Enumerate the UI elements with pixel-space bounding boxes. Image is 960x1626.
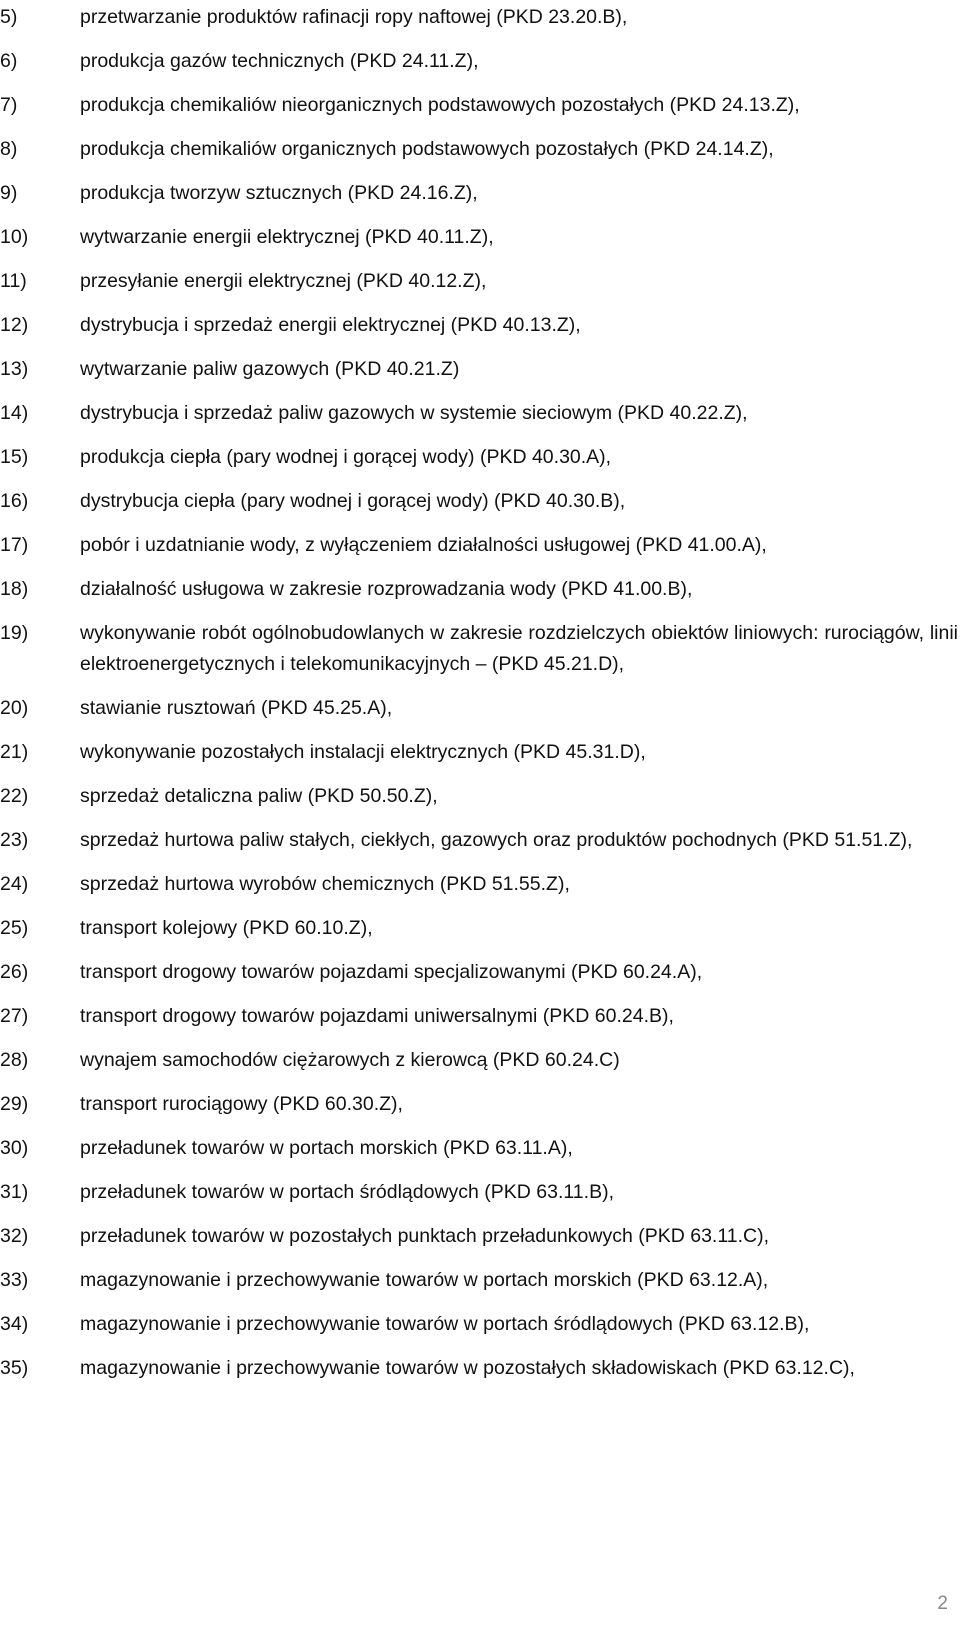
item-number: 28) bbox=[0, 1049, 29, 1071]
item-text: dystrybucja i sprzedaż energii elektrycznej (PKD 40.13.Z), bbox=[80, 314, 581, 336]
list-item bbox=[0, 90, 958, 121]
item-number: 7) bbox=[0, 94, 18, 116]
item-number: 8) bbox=[0, 138, 18, 160]
item-number: 14) bbox=[0, 402, 29, 424]
item-number: 15) bbox=[0, 446, 29, 468]
item-text: produkcja chemikaliów nieorganicznych podstawowych pozostałych (PKD 24.13.Z), bbox=[80, 94, 800, 116]
item-text: przetwarzanie produktów rafinacji ropy naftowej (PKD 23.20.B), bbox=[80, 6, 628, 28]
list-item bbox=[0, 178, 958, 209]
list-item bbox=[0, 442, 958, 473]
list-item bbox=[0, 574, 958, 605]
item-text: magazynowanie i przechowywanie towarów w pozostałych składowiskach (PKD 63.12.C), bbox=[80, 1357, 855, 1379]
list-item bbox=[0, 913, 958, 944]
list-item bbox=[0, 2, 958, 33]
item-text: przeładunek towarów w portach śródlądowych (PKD 63.11.B), bbox=[80, 1181, 614, 1203]
item-text: produkcja tworzyw sztucznych (PKD 24.16.Z), bbox=[80, 182, 478, 204]
item-text: magazynowanie i przechowywanie towarów w portach morskich (PKD 63.12.A), bbox=[80, 1269, 769, 1291]
page-number: 2 bbox=[937, 1593, 948, 1614]
item-number: 13) bbox=[0, 358, 29, 380]
item-number: 21) bbox=[0, 741, 29, 763]
item-text: produkcja gazów technicznych (PKD 24.11.Z), bbox=[80, 50, 479, 72]
list-item bbox=[0, 530, 958, 561]
item-number: 31) bbox=[0, 1181, 29, 1203]
item-text: sprzedaż hurtowa paliw stałych, ciekłych, gazowych oraz produktów pochodnych (PKD 51.51.Z), bbox=[80, 829, 913, 851]
list-item bbox=[0, 957, 958, 988]
item-number: 29) bbox=[0, 1093, 29, 1115]
list-item bbox=[0, 266, 958, 297]
item-number: 23) bbox=[0, 829, 29, 851]
item-number: 5) bbox=[0, 6, 18, 28]
item-text: wykonywanie robót ogólnobudowlanych w zakresie rozdzielczych obiektów liniowych: rurociągów, linii elektroenergetycznych i telekomunikacyjnych – (PKD 45.21.D), bbox=[80, 622, 958, 675]
list-item bbox=[0, 869, 958, 900]
item-number: 12) bbox=[0, 314, 29, 336]
item-number: 9) bbox=[0, 182, 18, 204]
item-text: magazynowanie i przechowywanie towarów w portach śródlądowych (PKD 63.12.B), bbox=[80, 1313, 810, 1335]
item-text: sprzedaż detaliczna paliw (PKD 50.50.Z), bbox=[80, 785, 438, 807]
list-item bbox=[0, 1177, 958, 1208]
item-number: 34) bbox=[0, 1313, 29, 1335]
item-number: 16) bbox=[0, 490, 29, 512]
list-item bbox=[0, 486, 958, 517]
item-number: 10) bbox=[0, 226, 29, 248]
list-item bbox=[0, 693, 958, 724]
item-number: 6) bbox=[0, 50, 18, 72]
list-item bbox=[0, 1001, 958, 1032]
item-text: transport drogowy towarów pojazdami uniwersalnymi (PKD 60.24.B), bbox=[80, 1005, 674, 1027]
item-text: transport drogowy towarów pojazdami specjalizowanymi (PKD 60.24.A), bbox=[80, 961, 703, 983]
item-number: 11) bbox=[0, 270, 27, 292]
item-number: 20) bbox=[0, 697, 29, 719]
list-item bbox=[0, 825, 958, 856]
list-item bbox=[0, 1089, 958, 1120]
list-item bbox=[0, 222, 958, 253]
item-number: 17) bbox=[0, 534, 29, 556]
item-text: wynajem samochodów ciężarowych z kierowcą (PKD 60.24.C) bbox=[80, 1049, 620, 1071]
list-item bbox=[0, 1133, 958, 1164]
list-item bbox=[0, 1309, 958, 1340]
item-number: 27) bbox=[0, 1005, 29, 1027]
list-item bbox=[0, 781, 958, 812]
item-text: dystrybucja i sprzedaż paliw gazowych w systemie sieciowym (PKD 40.22.Z), bbox=[80, 402, 748, 424]
list-item bbox=[0, 134, 958, 165]
item-text: stawianie rusztowań (PKD 45.25.A), bbox=[80, 697, 393, 719]
item-text: wykonywanie pozostałych instalacji elektrycznych (PKD 45.31.D), bbox=[80, 741, 646, 763]
item-number: 33) bbox=[0, 1269, 29, 1291]
list-item bbox=[0, 618, 958, 680]
item-number: 30) bbox=[0, 1137, 29, 1159]
list-item bbox=[0, 737, 958, 768]
item-text: dystrybucja ciepła (pary wodnej i gorącej wody) (PKD 40.30.B), bbox=[80, 490, 626, 512]
item-text: przesyłanie energii elektrycznej (PKD 40.12.Z), bbox=[80, 270, 487, 292]
list-item bbox=[0, 1353, 958, 1384]
list-item bbox=[0, 1265, 958, 1296]
list-item bbox=[0, 354, 958, 385]
list-item bbox=[0, 1221, 958, 1252]
item-text: produkcja chemikaliów organicznych podstawowych pozostałych (PKD 24.14.Z), bbox=[80, 138, 774, 160]
item-number: 22) bbox=[0, 785, 29, 807]
item-number: 25) bbox=[0, 917, 29, 939]
list-item bbox=[0, 398, 958, 429]
item-text: produkcja ciepła (pary wodnej i gorącej wody) (PKD 40.30.A), bbox=[80, 446, 612, 468]
item-text: działalność usługowa w zakresie rozprowadzania wody (PKD 41.00.B), bbox=[80, 578, 693, 600]
item-number: 19) bbox=[0, 622, 29, 644]
list-item bbox=[0, 46, 958, 77]
item-number: 26) bbox=[0, 961, 29, 983]
item-number: 32) bbox=[0, 1225, 29, 1247]
activity-list bbox=[0, 2, 958, 1397]
item-text: wytwarzanie paliw gazowych (PKD 40.21.Z) bbox=[80, 358, 460, 380]
item-number: 35) bbox=[0, 1357, 29, 1379]
list-item bbox=[0, 1045, 958, 1076]
item-number: 18) bbox=[0, 578, 29, 600]
item-text: sprzedaż hurtowa wyrobów chemicznych (PKD 51.55.Z), bbox=[80, 873, 570, 895]
item-text: pobór i uzdatnianie wody, z wyłączeniem działalności usługowej (PKD 41.00.A), bbox=[80, 534, 767, 556]
item-text: transport rurociągowy (PKD 60.30.Z), bbox=[80, 1093, 403, 1115]
item-number: 24) bbox=[0, 873, 29, 895]
item-text: wytwarzanie energii elektrycznej (PKD 40.11.Z), bbox=[80, 226, 494, 248]
list-item bbox=[0, 310, 958, 341]
item-text: przeładunek towarów w portach morskich (PKD 63.11.A), bbox=[80, 1137, 573, 1159]
item-text: przeładunek towarów w pozostałych punktach przeładunkowych (PKD 63.11.C), bbox=[80, 1225, 769, 1247]
item-text: transport kolejowy (PKD 60.10.Z), bbox=[80, 917, 373, 939]
